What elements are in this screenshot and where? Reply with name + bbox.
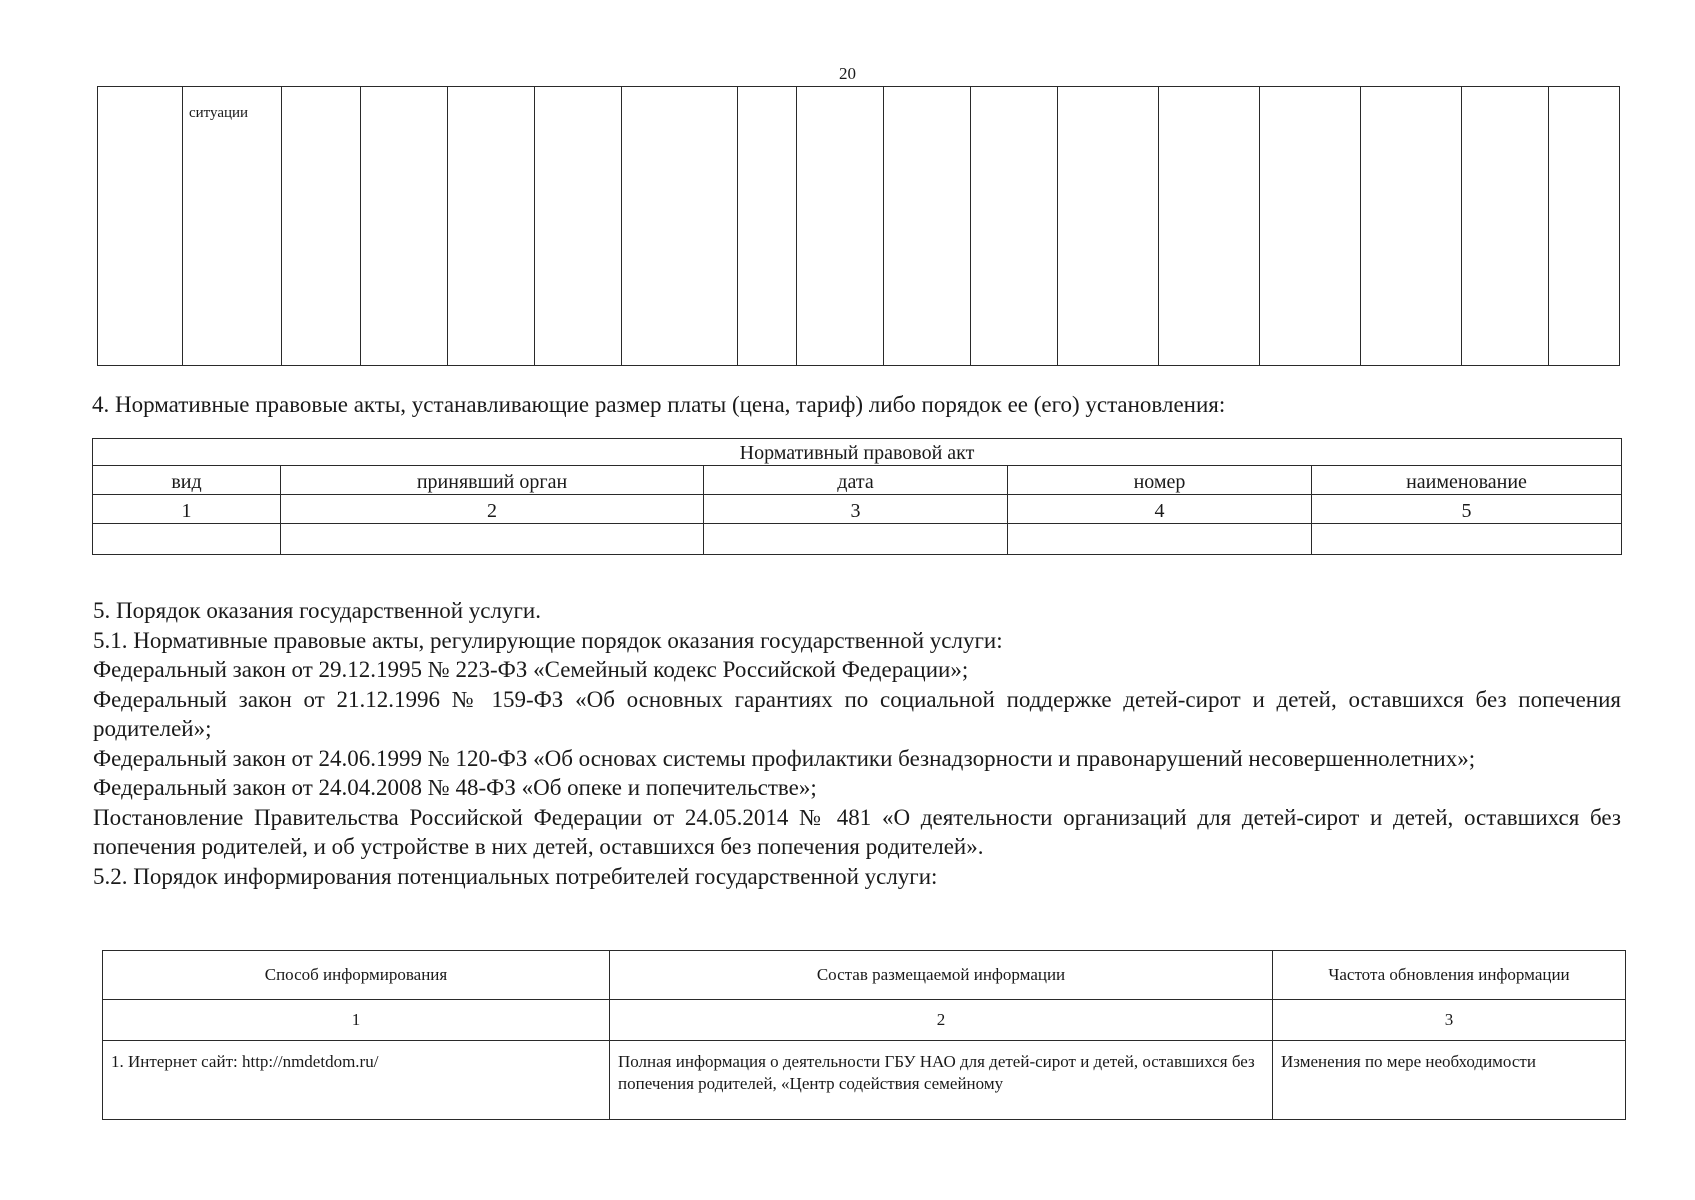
- law-item: Постановление Правительства Российской Федерации от 24.05.2014 № 481 «О деятельности организаций для детей-сирот и детей, оставшихся без попечения родителей, и об устройстве в них детей, оставшихся без попечения родителей».: [93, 804, 1621, 859]
- table-cell: [1159, 87, 1260, 366]
- table-cell: [622, 87, 738, 366]
- col-header-number: номер: [1008, 466, 1312, 495]
- table-cell: [797, 87, 884, 366]
- table-cell: [884, 87, 971, 366]
- column-number: 3: [1273, 1000, 1626, 1041]
- column-number: 2: [281, 495, 704, 524]
- table-cell: [971, 87, 1058, 366]
- section-5-1-title: 5.1. Нормативные правовые акты, регулирующие порядок оказания государственной услуги:: [93, 627, 1003, 653]
- table-cell: [1260, 87, 1361, 366]
- cell-text-situation: ситуации: [189, 105, 249, 121]
- informing-table: [102, 950, 1626, 1120]
- cell-content: Полная информация о деятельности ГБУ НАО для детей-сирот и детей, оставшихся без попечения родителей, «Центр содействия семейному: [610, 1041, 1273, 1120]
- table-cell: [361, 87, 448, 366]
- empty-cell: [93, 524, 281, 555]
- col-header-type: вид: [93, 466, 281, 495]
- law-item: Федеральный закон от 24.06.1999 № 120-ФЗ «Об основах системы профилактики безнадзорности и правонарушений несовершеннолетних»;: [93, 745, 1476, 771]
- column-number: 1: [93, 495, 281, 524]
- table-header-row: [93, 466, 1622, 495]
- col-header-content: Состав размещаемой информации: [610, 951, 1273, 1000]
- col-header-method: Способ информирования: [103, 951, 610, 1000]
- column-number: 4: [1008, 495, 1312, 524]
- table-cell: [1361, 87, 1462, 366]
- table-row: [103, 1041, 1626, 1120]
- law-item: Федеральный закон от 29.12.1995 № 223-ФЗ «Семейный кодекс Российской Федерации»;: [93, 657, 969, 682]
- cell-frequency: Изменения по мере необходимости: [1273, 1041, 1626, 1120]
- empty-cell: [704, 524, 1008, 555]
- section-5-title: 5. Порядок оказания государственной услуги.: [93, 598, 541, 623]
- table-cell: [98, 87, 183, 366]
- col-header-name: наименование: [1312, 466, 1622, 495]
- table-cell: [1462, 87, 1549, 366]
- table-cell: [1058, 87, 1159, 366]
- law-item: Федеральный закон от 21.12.1996 № 159-ФЗ «Об основных гарантиях по социальной поддержке детей-сирот и детей, оставшихся без попечения родителей»;: [93, 686, 1621, 741]
- cell-method: 1. Интернет сайт: http://nmdetdom.ru/: [103, 1041, 610, 1120]
- normative-act-table: [92, 438, 1622, 555]
- column-number-row: [103, 1000, 1626, 1041]
- table-header-row: [103, 951, 1626, 1000]
- section-4-heading: 4. Нормативные правовые акты, устанавливающие размер платы (цена, тариф) либо порядок ее (его) установления:: [92, 392, 1226, 417]
- table-cell: [1549, 87, 1620, 366]
- continuation-row: [98, 87, 1620, 366]
- column-number-row: [93, 495, 1622, 524]
- section-5-2-title: 5.2. Порядок информирования потенциальных потребителей государственной услуги:: [93, 863, 938, 889]
- section-5-body: [93, 596, 1621, 891]
- column-number: 2: [610, 1000, 1273, 1041]
- col-header-date: дата: [704, 466, 1008, 495]
- empty-cell: [281, 524, 704, 555]
- table-header-row: [93, 439, 1622, 466]
- table-cell: [282, 87, 361, 366]
- col-header-frequency: Частота обновления информации: [1273, 951, 1626, 1000]
- page-number: 20: [839, 64, 856, 83]
- table-cell: [535, 87, 622, 366]
- col-header-authority: принявший орган: [281, 466, 704, 495]
- table-cell: [738, 87, 797, 366]
- continuation-table: [97, 86, 1620, 366]
- empty-cell: [1008, 524, 1312, 555]
- group-header: Нормативный правовой акт: [93, 439, 1622, 466]
- column-number: 3: [704, 495, 1008, 524]
- empty-data-row: [93, 524, 1622, 555]
- empty-cell: [1312, 524, 1622, 555]
- table-cell: [448, 87, 535, 366]
- column-number: 1: [103, 1000, 610, 1041]
- table-cell: [183, 87, 282, 366]
- column-number: 5: [1312, 495, 1622, 524]
- law-item: Федеральный закон от 24.04.2008 № 48-ФЗ «Об опеке и попечительстве»;: [93, 775, 817, 800]
